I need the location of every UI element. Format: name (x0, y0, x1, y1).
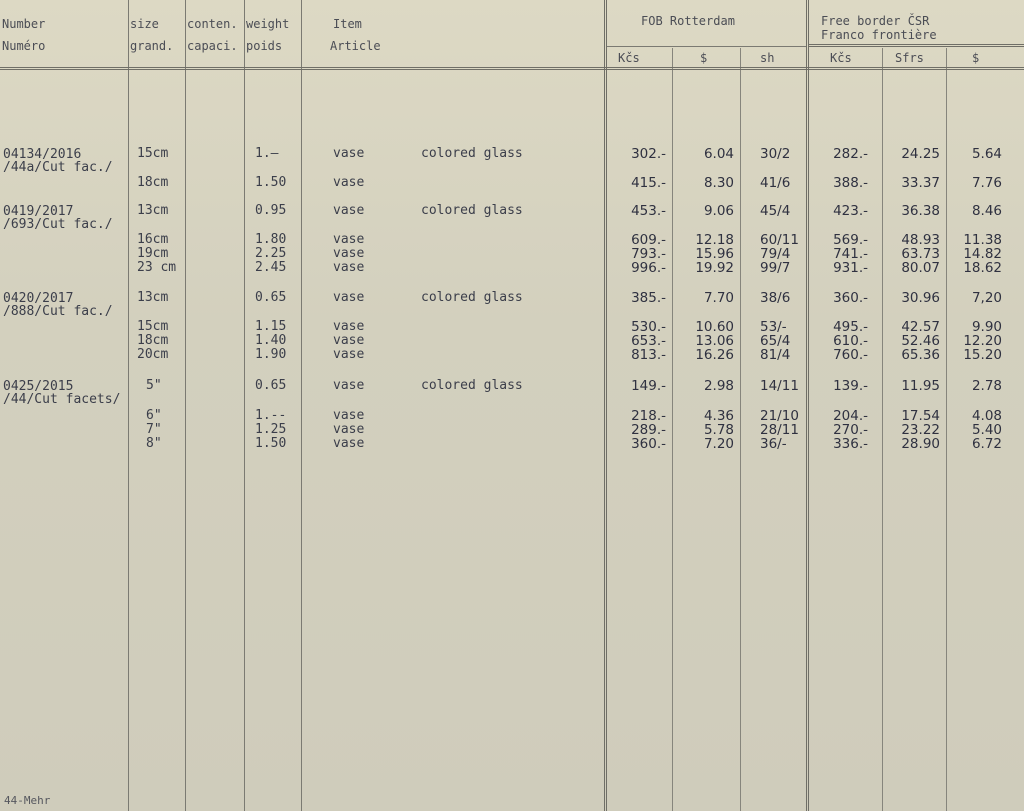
cell-size: 7" (146, 422, 162, 437)
cell-fob-sh: 79/4 (760, 246, 791, 262)
cell-fb-kcs: 741.- (833, 246, 868, 262)
cell-fob-usd: 6.04 (703, 146, 734, 162)
cell-fob-kcs: 530.- (631, 319, 666, 335)
cell-item: vase (333, 203, 365, 218)
header-fob-kcs: Kčs (618, 51, 640, 65)
group-subnumber: /693/Cut fac./ (3, 217, 113, 232)
cell-fb-sfrs: 42.57 (901, 319, 940, 335)
header-numero: Numéro (2, 39, 46, 53)
cell-fob-sh: 36/- (760, 436, 787, 452)
cell-fob-sh: 14/11 (760, 378, 799, 394)
cell-fob-kcs: 289.- (631, 422, 666, 438)
cell-size: 19cm (137, 246, 169, 261)
cell-fb-sfrs: 36.38 (901, 203, 940, 219)
cell-weight: 1.— (255, 146, 279, 161)
cell-fob-usd: 15.96 (695, 246, 734, 262)
cell-item: vase (333, 232, 365, 247)
cell-fb-sfrs: 11.95 (901, 378, 940, 394)
cell-fb-usd: 6.72 (971, 436, 1002, 452)
cell-fb-kcs: 270.- (833, 422, 868, 438)
cell-fb-sfrs: 24.25 (901, 146, 940, 162)
header-fob-rotterdam: FOB Rotterdam (641, 14, 735, 28)
cell-fb-kcs: 495.- (833, 319, 868, 335)
cell-size: 8" (146, 436, 162, 451)
cell-fob-usd: 13.06 (695, 333, 734, 349)
cell-weight: 1.40 (255, 333, 287, 348)
cell-fb-usd: 5.64 (971, 146, 1002, 162)
cell-item: vase (333, 422, 365, 437)
cell-fb-sfrs: 80.07 (901, 260, 940, 276)
cell-fob-kcs: 302.- (631, 146, 666, 162)
header-weight: weight (246, 17, 290, 31)
header-free-border: Free border ČSR (821, 14, 930, 28)
cell-size: 5" (146, 378, 162, 393)
cell-fob-sh: 41/6 (760, 175, 791, 191)
cell-fb-sfrs: 52.46 (901, 333, 940, 349)
cell-size: 15cm (137, 146, 169, 161)
cell-item: vase (333, 319, 365, 334)
cell-item: vase (333, 333, 365, 348)
border-subheader-rule (809, 44, 1024, 47)
cell-fob-kcs: 218.- (631, 408, 666, 424)
column-rule-fob-sh (740, 48, 741, 811)
cell-fb-sfrs: 65.36 (901, 347, 940, 363)
cell-fb-usd: 9.90 (971, 319, 1002, 335)
cell-fb-usd: 14.82 (963, 246, 1002, 262)
header-poids: poids (246, 39, 283, 53)
cell-fb-usd: 8.46 (971, 203, 1002, 219)
cell-size: 13cm (137, 290, 169, 305)
cell-weight: 1.50 (255, 175, 287, 190)
cell-fob-kcs: 793.- (631, 246, 666, 262)
cell-fob-kcs: 653.- (631, 333, 666, 349)
cell-fb-usd: 12.20 (963, 333, 1002, 349)
cell-fob-sh: 81/4 (760, 347, 791, 363)
cell-weight: 1.-- (255, 408, 287, 423)
cell-item: vase (333, 260, 365, 275)
cell-weight: 1.90 (255, 347, 287, 362)
header-content: conten. (187, 17, 238, 31)
cell-size: 18cm (137, 333, 169, 348)
cell-item: vase (333, 290, 365, 305)
cell-fb-kcs: 931.- (833, 260, 868, 276)
header-franco-frontiere: Franco frontière (821, 28, 937, 42)
group-subnumber: /44a/Cut fac./ (3, 160, 113, 175)
header-article: Article (330, 39, 381, 53)
cell-weight: 2.45 (255, 260, 287, 275)
cell-fb-sfrs: 28.90 (901, 436, 940, 452)
cell-item: vase (333, 347, 365, 362)
cell-item: vase (333, 436, 365, 451)
cell-item: vase (333, 378, 365, 393)
column-rule-free-border (806, 0, 809, 811)
cell-fb-usd: 11.38 (963, 232, 1002, 248)
cell-weight: 2.25 (255, 246, 287, 261)
cell-material: colored glass (421, 203, 523, 218)
cell-fob-sh: 21/10 (760, 408, 799, 424)
column-rule-size (128, 0, 129, 811)
cell-fb-sfrs: 30.96 (901, 290, 940, 306)
cell-size: 15cm (137, 319, 169, 334)
cell-fob-kcs: 996.- (631, 260, 666, 276)
footer-form-code: 44-Mehr (4, 794, 51, 807)
cell-size: 23 cm (137, 260, 177, 275)
cell-fb-kcs: 282.- (833, 146, 868, 162)
cell-fb-kcs: 423.- (833, 203, 868, 219)
cell-fob-sh: 65/4 (760, 333, 791, 349)
cell-fob-kcs: 609.- (631, 232, 666, 248)
cell-fb-kcs: 336.- (833, 436, 868, 452)
cell-fb-sfrs: 17.54 (901, 408, 940, 424)
header-fb-usd: $ (972, 51, 980, 65)
cell-fob-sh: 99/7 (760, 260, 791, 276)
cell-fob-sh: 45/4 (760, 203, 791, 219)
cell-size: 13cm (137, 203, 169, 218)
header-fob-usd: $ (700, 51, 708, 65)
cell-weight: 1.80 (255, 232, 287, 247)
cell-fob-sh: 30/2 (760, 146, 791, 162)
cell-weight: 1.15 (255, 319, 287, 334)
cell-item: vase (333, 175, 365, 190)
cell-fob-usd: 2.98 (703, 378, 734, 394)
cell-fob-usd: 7.70 (703, 290, 734, 306)
cell-material: colored glass (421, 378, 523, 393)
cell-fb-kcs: 388.- (833, 175, 868, 191)
cell-fob-usd: 7.20 (703, 436, 734, 452)
column-rule-content (185, 0, 186, 811)
cell-size: 20cm (137, 347, 169, 362)
header-size: size (130, 17, 159, 31)
cell-fob-kcs: 360.- (631, 436, 666, 452)
cell-fb-kcs: 139.- (833, 378, 868, 394)
cell-weight: 0.65 (255, 378, 287, 393)
cell-material: colored glass (421, 290, 523, 305)
cell-item: vase (333, 408, 365, 423)
cell-weight: 1.25 (255, 422, 287, 437)
cell-fob-usd: 19.92 (695, 260, 734, 276)
cell-fob-kcs: 385.- (631, 290, 666, 306)
group-number: 0420/2017 (3, 291, 74, 306)
column-rule-fob (604, 0, 607, 811)
column-rule-item (301, 0, 302, 811)
cell-fob-sh: 60/11 (760, 232, 799, 248)
cell-fb-sfrs: 33.37 (901, 175, 940, 191)
cell-fb-usd: 7.76 (971, 175, 1002, 191)
header-item: Item (333, 17, 362, 31)
cell-fob-sh: 38/6 (760, 290, 791, 306)
header-bottom-rule (0, 67, 1024, 70)
cell-fb-usd: 5.40 (971, 422, 1002, 438)
group-number: 0425/2015 (3, 379, 74, 394)
cell-fob-kcs: 813.- (631, 347, 666, 363)
cell-weight: 0.65 (255, 290, 287, 305)
cell-fob-usd: 8.30 (703, 175, 734, 191)
header-grandeur: grand. (130, 39, 174, 53)
cell-fb-sfrs: 23.22 (901, 422, 940, 438)
column-rule-weight (244, 0, 245, 811)
cell-fb-kcs: 760.- (833, 347, 868, 363)
cell-fb-usd: 18.62 (963, 260, 1002, 276)
cell-fob-kcs: 149.- (631, 378, 666, 394)
header-fob-sh: sh (760, 51, 775, 65)
cell-item: vase (333, 146, 365, 161)
cell-fob-usd: 5.78 (703, 422, 734, 438)
cell-fob-usd: 16.26 (695, 347, 734, 363)
cell-fob-kcs: 453.- (631, 203, 666, 219)
cell-size: 18cm (137, 175, 169, 190)
cell-fb-usd: 7,20 (971, 290, 1002, 306)
cell-fb-usd: 15.20 (963, 347, 1002, 363)
cell-fob-usd: 10.60 (695, 319, 734, 335)
cell-size: 16cm (137, 232, 169, 247)
cell-fb-sfrs: 48.93 (901, 232, 940, 248)
cell-fb-sfrs: 63.73 (901, 246, 940, 262)
header-fb-sfrs: Sfrs (895, 51, 924, 65)
cell-material: colored glass (421, 146, 523, 161)
cell-item: vase (333, 246, 365, 261)
cell-fob-usd: 9.06 (703, 203, 734, 219)
cell-weight: 1.50 (255, 436, 287, 451)
cell-fb-usd: 2.78 (971, 378, 1002, 394)
cell-weight: 0.95 (255, 203, 287, 218)
cell-fob-usd: 12.18 (695, 232, 734, 248)
group-subnumber: /44/Cut facets/ (3, 392, 121, 407)
header-number: Number (2, 17, 46, 31)
header-fb-kcs: Kčs (830, 51, 852, 65)
cell-fb-kcs: 360.- (833, 290, 868, 306)
cell-fob-sh: 53/- (760, 319, 787, 335)
cell-fob-sh: 28/11 (760, 422, 799, 438)
cell-fb-kcs: 569.- (833, 232, 868, 248)
cell-size: 6" (146, 408, 162, 423)
cell-fb-kcs: 204.- (833, 408, 868, 424)
group-number: 04134/2016 (3, 147, 82, 162)
fob-subheader-rule (607, 46, 806, 47)
cell-fb-kcs: 610.- (833, 333, 868, 349)
header-capacity: capaci. (187, 39, 238, 53)
group-number: 0419/2017 (3, 204, 74, 219)
cell-fob-usd: 4.36 (703, 408, 734, 424)
cell-fob-kcs: 415.- (631, 175, 666, 191)
group-subnumber: /888/Cut fac./ (3, 304, 113, 319)
cell-fb-usd: 4.08 (971, 408, 1002, 424)
